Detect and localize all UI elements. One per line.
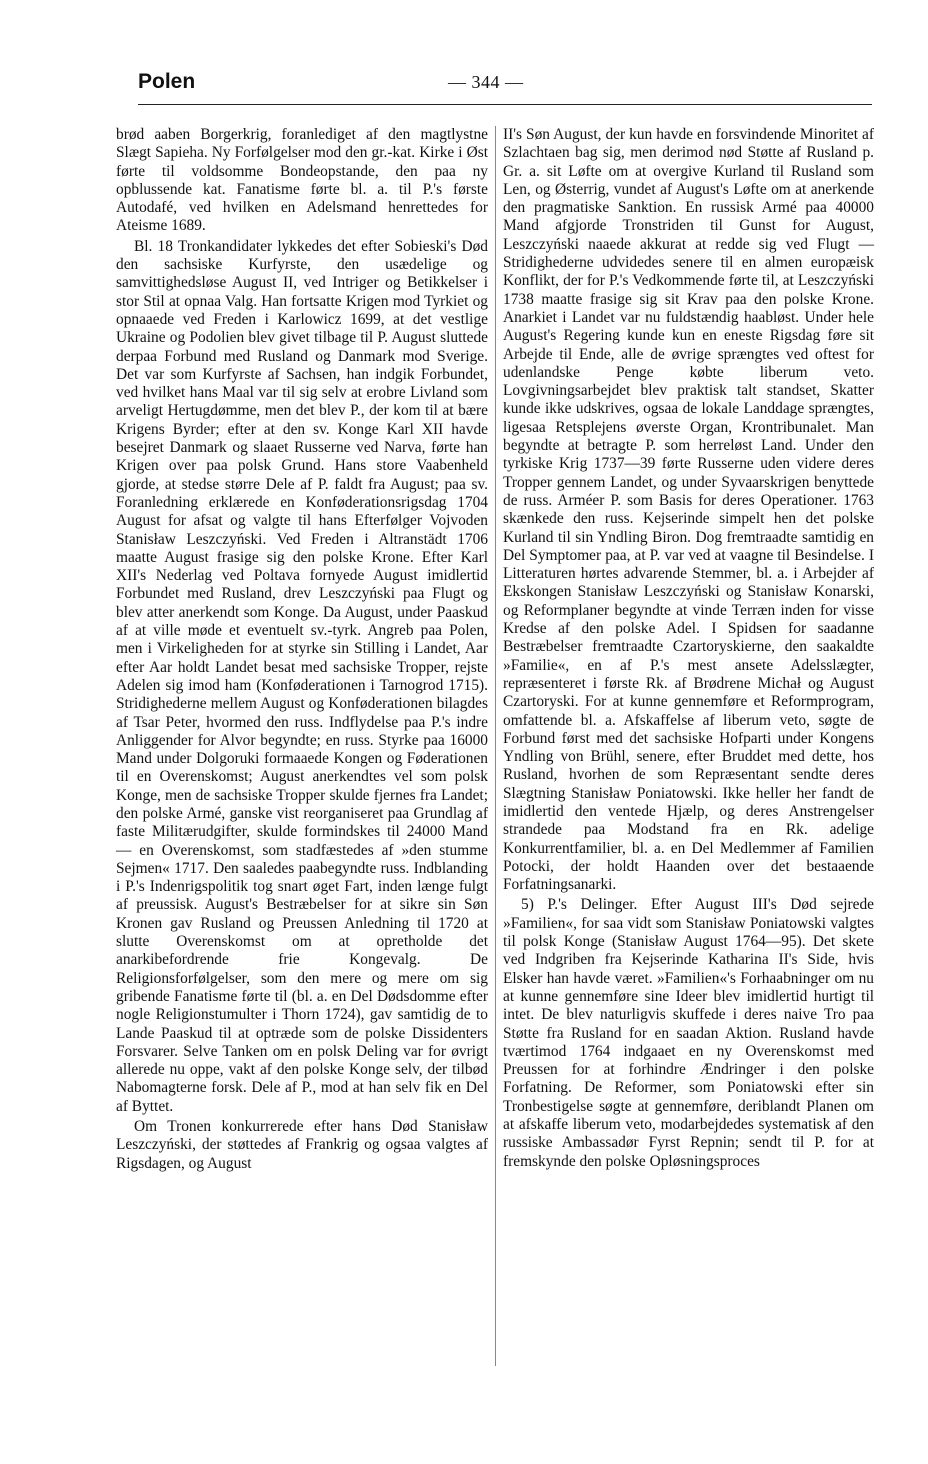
column-divider xyxy=(495,126,496,1366)
running-header xyxy=(138,70,872,100)
left-paragraph-2: Bl. 18 Tronkandidater lykkedes det efter Sobieski's Død den sachsiske Kurfyrste, den usædelige og samvittighedsløse August II, ved Intriger og Betikkelser i stor Stil at opnaa Valg. Han fortsatte Krigen mod Tyrkiet og opnaaede ved Freden i Karlowicz 1699, at det vestlige Ukraine og Podolien blev givet tilbage til P. August sluttede derpaa Forbund med Rusland og Danmark mod Sverige. Det var som Kurfyrste af Sachsen, han indgik Forbundet, ved hvilket hans Maal var til sig selv at erobre Livland som arveligt Hertugdømme, men det blev P., der kom til at bære Krigens Byrder; efter at den sv. Konge Karl XII havde besejret Danmark og slaaet Russerne ved Narva, førte han Krigen over paa polsk Grund. Hans store Vaabenheld gjorde, at stedse større Dele af P. faldt fra August; paa sv. Foranledning erklærede en Konføderationsrigsdag 1704 August for afsat og valgte til hans Efterfølger Vojvoden Stanisław Leszczyński. Ved Freden i Altranstädt 1706 maatte August frasige sig den polske Krone. Efter Karl XII's Nederlag ved Poltava fornyede August imidlertid Forbundet med Rusland, drev Leszczyński paa Flugt og blev atter anerkendt som Konge. Da August, under Paaskud af at ville møde et eventuelt sv.-tyrk. Angreb paa Polen, men i Virkeligheden for at styrke sin Stilling i Landet, Aar efter Aar holdt Landet besat med sachsiske Tropper, rejste Adelen sig imod ham (Konføderationen i Tarnogrod 1715). Stridighederne mellem August og Konføderationen bilagdes af Tsar Peter, hvormed den russ. Indflydelse paa P.'s indre Anliggender for Alvor begyndte; en russ. Styrke paa 16000 Mand under Dolgoruki formaaede Kongen og Føderationen til en Overenskomst; August anerkendtes vel som polsk Konge, men de sachsiske Tropper skulde fjernes fra Landet; den polske Armé, ganske vist reorganiseret paa Grundlag af faste Militærudgifter, skulde formindskes til 24000 Mand — en Overenskomst, som stadfæstedes af »den stumme Sejmen« 1717. Den saaledes paabegyndte russ. Indblanding i P.'s Indenrigspolitik tog snart øget Fart, inden længe fulgt af preussisk. August's Bestræbelser for at sikre sin Søn Kronen gav Rusland og Preussen Anledning til 1720 at slutte Overenskomst om at opretholde det anarkibefordrende frie Kongevalg. De Religionsforfølgelser, som den mere og mere om sig gribende Fanatisme førte til (bl. a. en Del Dødsdomme efter nogle Religionstumulter i Thorn 1724), gav samtidig de to Lande Paaskud til at optræde som de polske Dissidenters Forsvarer. Selve Tanken om en polsk Deling var for øvrigt allerede nu oppe, vakt af den polske Konge selv, der tilbød Nabomagterne forsk. Dele af P., mod at han selv fik en Del af Byttet. xyxy=(116,237,488,1115)
left-column xyxy=(116,126,488,1173)
right-paragraph-1: II's Søn August, der kun havde en forsvindende Minoritet af Szlachtaen bag sig, men derimod nød Støtte af Rusland p. Gr. a. sit Løfte om at overgive Kurland til Rusland som Len, og Østerrig, vundet af August's Løfte om at anerkende den pragmatiske Sanktion. En russisk Armé paa 40000 Mand afgjorde Tronstriden til Gunst for August, Leszczyński naaede akkurat at redde sig ved Flugt — Stridighederne udvidedes senere til en almen europæisk Konflikt, der for P.'s Vedkommende førte til, at Leszczyński 1738 maatte frasige sig sit Krav paa den polske Krone. Anarkiet i Landet var nu fuldstændig haabløst. Under hele August's Regering kunde kun en eneste Rigsdag føre sit Arbejde til Ende, alle de øvrige sprængtes ved oftest for udenlandske Penge købte liberum veto. Lovgivningsarbejdet blev praktisk talt standset, Skatter kunde ikke udskrives, ogsaa de lokale Landdage sprængtes, ligesaa Retsplejens øverste Organ, Krontribunalet. Man begyndte at betragte P. som herreløst Land. Under den tyrkiske Krig 1737—39 førte Russerne uden videre deres Tropper gennem Landet, og under Syvaarskrigen benyttede de russ. Arméer P. som Basis for deres Operationer. 1763 skænkede den russ. Kejserinde simpelt hen det polske Kurland til sin Yndling Biron. Dog fremtraadte samtidig en Del Symptomer paa, at P. var ved at vaagne til Besindelse. I Litteraturen hørtes advarende Stemmer, bl. a. i Arbejder af Ekskongen Stanisław Leszczyński og Stanisław Konarski, og Reformplaner begyndte at vinde Terræn inden for visse Kredse af den polske Adel. I Spidsen for saadanne Bestræbelser fremtraadte Czartoryskierne, den saakaldte »Familie«, en af P.'s mest ansete Adelsslægter, repræsenteret i første Rk. af Brødrene Michał og August Czartoryski. For at kunne gennemføre et Reformprogram, omfattende bl. a. Afskaffelse af liberum veto, søgte de Forbund først med det sachsiske Hofparti under Kongens Yndling von Brühl, senere, efter Bruddet med dette, hos Rusland, hvorhen de som Repræsentant sendte deres Slægtning Stanisław Poniatowski. Ikke heller her fandt de imidlertid den ventede Hjælp, og deres Anstrengelser strandede paa Modstand fra en Rk. adelige Konkurrentfamilier, bl. a. en Del Medlemmer af Familien Potocki, der holdt Haanden over det bestaaende Forfatningsanarki. xyxy=(503,126,874,894)
right-column xyxy=(503,126,874,1171)
header-rule xyxy=(138,104,872,105)
left-paragraph-1: brød aaben Borgerkrig, foranlediget af den magtlystne Slægt Sapieha. Ny Forfølgelser mod den gr.-kat. Kirke i Øst førte til voldsomme Bondeopstande, den paa ny opblussende kat. Fanatisme førte bl. a. til P.'s første Autodafé, ved hvilken en Adelsmand henrettedes for Ateisme 1689. xyxy=(116,126,488,235)
right-paragraph-2: 5) P.'s Delinger. Efter August III's Død sejrede »Familien«, for saa vidt som Stanisław Poniatowski valgtes til polsk Konge (Stanisław August 1764—95). Det skete ved Indgriben fra Kejserinde Katharina II's Side, hvis Elsker han havde været. »Familien«'s Forhaabninger om nu at kunne gennemføre sine Ideer blev imidlertid hurtigt til intet. De blev naturligvis skuffede i deres naive Tro paa Støtte fra Rusland for en saadan Aktion. Rusland havde tværtimod 1764 indgaaet en ny Overenskomst med Preussen for at forhindre Ændringer i den polske Forfatning. De Reformer, som Poniatowski efter sin Tronbestigelse søgte at gennemføre, deriblandt Planen om at afskaffe liberum veto, modarbejdedes systematisk af den russiske Ambassadør Fyrst Repnin; sendt til P. for at fremskynde den polske Opløsningsproces xyxy=(503,896,874,1170)
left-paragraph-3: Om Tronen konkurrerede efter hans Død Stanisław Leszczyński, der støttedes af Frankrig og ogsaa valgtes af Rigsdagen, og August xyxy=(116,1118,488,1172)
page-number: — 344 — xyxy=(448,72,524,92)
page-title: Polen xyxy=(138,70,196,93)
